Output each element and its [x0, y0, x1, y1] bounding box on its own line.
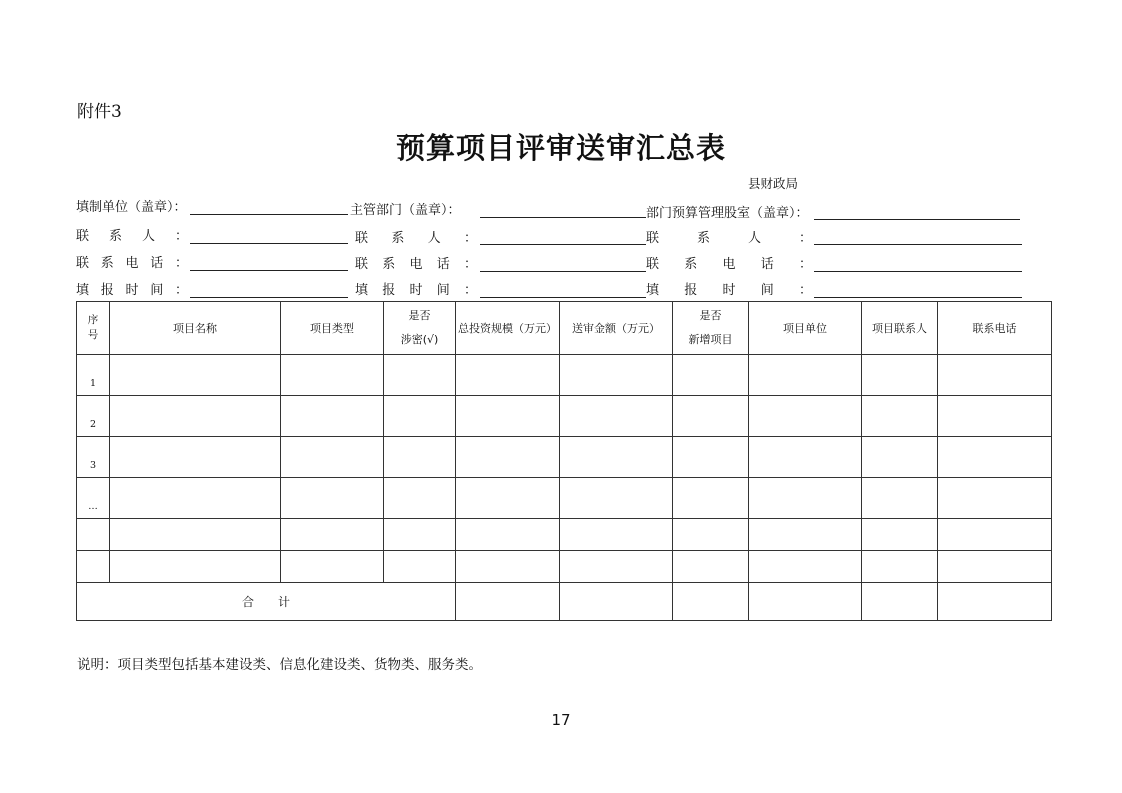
- cell-is-new[interactable]: [673, 519, 749, 551]
- cell-contact-phone[interactable]: [938, 519, 1052, 551]
- cell-submit-amount[interactable]: [560, 396, 673, 437]
- cell-is-new[interactable]: [673, 437, 749, 478]
- row-seq: [77, 519, 110, 551]
- cell-project-type[interactable]: [281, 355, 384, 396]
- table-header-row: [77, 302, 1052, 355]
- cell-submit-amount[interactable]: [560, 437, 673, 478]
- cell-project-name[interactable]: [110, 355, 281, 396]
- cell-is-new[interactable]: [673, 355, 749, 396]
- cell-project-contact[interactable]: [862, 478, 938, 519]
- cell-contact-phone[interactable]: [938, 478, 1052, 519]
- field-contact-phone-line-3[interactable]: [814, 271, 1022, 272]
- table-row: [77, 519, 1052, 551]
- field-contact-person-line-2[interactable]: [480, 244, 646, 245]
- header-is-new: 是否 新增项目: [673, 302, 749, 355]
- row-seq: …: [77, 478, 110, 519]
- cell-project-name[interactable]: [110, 519, 281, 551]
- footnote: 说明：项目类型包括基本建设类、信息化建设类、货物类、服务类。: [77, 657, 482, 673]
- cell-project-contact[interactable]: [862, 396, 938, 437]
- field-budget-office-label: 部门预算管理股室（盖章）：: [646, 206, 809, 221]
- row-seq: 1: [77, 355, 110, 396]
- field-contact-person-label-1: 联 系 人 ：: [76, 229, 188, 244]
- cell-project-unit[interactable]: [749, 355, 862, 396]
- field-contact-person-label-2: 联 系 人 ：: [355, 231, 477, 246]
- header-project-type: 项目类型: [281, 302, 384, 355]
- field-contact-phone-line-2[interactable]: [480, 271, 646, 272]
- cell-is-secret[interactable]: [384, 519, 456, 551]
- cell-project-contact[interactable]: [862, 355, 938, 396]
- field-fill-time-line-2[interactable]: [480, 297, 646, 298]
- attachment-label: 附件3: [77, 102, 122, 122]
- cell-total-investment[interactable]: [456, 519, 560, 551]
- page-title: 预算项目评审送审汇总表: [395, 131, 726, 165]
- cell-project-contact[interactable]: [862, 551, 938, 583]
- cell-submit-amount[interactable]: [560, 355, 673, 396]
- row-seq: 3: [77, 437, 110, 478]
- cell-project-name[interactable]: [110, 478, 281, 519]
- row-seq: [77, 551, 110, 583]
- total-project-contact-cell[interactable]: [862, 583, 938, 621]
- header-project-unit: 项目单位: [749, 302, 862, 355]
- table-row: [77, 437, 1052, 478]
- table-row: [77, 355, 1052, 396]
- header-project-name: 项目名称: [110, 302, 281, 355]
- cell-is-secret[interactable]: [384, 437, 456, 478]
- total-investment-cell[interactable]: [456, 583, 560, 621]
- field-contact-person-line-1[interactable]: [190, 243, 348, 244]
- header-seq: 序号: [77, 302, 110, 355]
- cell-project-type[interactable]: [281, 437, 384, 478]
- cell-is-new[interactable]: [673, 478, 749, 519]
- summary-table: [76, 301, 1052, 621]
- cell-submit-amount[interactable]: [560, 519, 673, 551]
- row-seq: 2: [77, 396, 110, 437]
- field-contact-person-label-3: 联 系 人 ：: [646, 231, 812, 246]
- cell-project-unit[interactable]: [749, 478, 862, 519]
- table-row: [77, 551, 1052, 583]
- table-total-row: [77, 583, 1052, 621]
- header-project-contact: 项目联系人: [862, 302, 938, 355]
- cell-submit-amount[interactable]: [560, 551, 673, 583]
- cell-is-secret[interactable]: [384, 551, 456, 583]
- cell-contact-phone[interactable]: [938, 396, 1052, 437]
- field-budget-office-line[interactable]: [814, 219, 1020, 220]
- page-number: 17: [551, 711, 571, 729]
- cell-total-investment[interactable]: [456, 355, 560, 396]
- header-total-investment: 总投资规模（万元）: [456, 302, 560, 355]
- cell-project-name[interactable]: [110, 551, 281, 583]
- cell-total-investment[interactable]: [456, 437, 560, 478]
- cell-is-new[interactable]: [673, 396, 749, 437]
- cell-project-type[interactable]: [281, 551, 384, 583]
- cell-contact-phone[interactable]: [938, 551, 1052, 583]
- total-label: 合 计: [77, 583, 456, 621]
- total-project-unit-cell[interactable]: [749, 583, 862, 621]
- cell-contact-phone[interactable]: [938, 355, 1052, 396]
- cell-project-unit[interactable]: [749, 519, 862, 551]
- field-fill-unit-label: 填制单位（盖章）：: [76, 200, 187, 215]
- field-fill-time-label-1: 填 报 时 间 ：: [76, 283, 188, 298]
- header-is-secret: 是否 涉密(√): [384, 302, 456, 355]
- cell-is-new[interactable]: [673, 551, 749, 583]
- cell-project-contact[interactable]: [862, 519, 938, 551]
- cell-project-name[interactable]: [110, 437, 281, 478]
- field-fill-unit-line[interactable]: [190, 214, 348, 215]
- field-fill-time-label-2: 填 报 时 间 ：: [355, 283, 477, 298]
- field-dept-line[interactable]: [480, 217, 646, 218]
- cell-contact-phone[interactable]: [938, 437, 1052, 478]
- cell-total-investment[interactable]: [456, 396, 560, 437]
- field-contact-person-line-3[interactable]: [814, 244, 1022, 245]
- header-contact-phone: 联系电话: [938, 302, 1052, 355]
- total-contact-phone-cell[interactable]: [938, 583, 1052, 621]
- cell-is-secret[interactable]: [384, 396, 456, 437]
- field-contact-phone-label-1: 联 系 电 话 ：: [76, 256, 188, 271]
- cell-is-secret[interactable]: [384, 355, 456, 396]
- issuer-label: 县财政局: [748, 176, 799, 191]
- cell-is-secret[interactable]: [384, 478, 456, 519]
- total-submit-amount-cell[interactable]: [560, 583, 673, 621]
- cell-total-investment[interactable]: [456, 551, 560, 583]
- table-row: [77, 396, 1052, 437]
- field-dept-label: 主管部门（盖章）：: [350, 203, 461, 218]
- table-row: [77, 478, 1052, 519]
- cell-project-name[interactable]: [110, 396, 281, 437]
- cell-total-investment[interactable]: [456, 478, 560, 519]
- cell-project-unit[interactable]: [749, 396, 862, 437]
- field-fill-time-line-3[interactable]: [814, 297, 1022, 298]
- cell-submit-amount[interactable]: [560, 478, 673, 519]
- field-contact-phone-line-1[interactable]: [190, 270, 348, 271]
- cell-project-contact[interactable]: [862, 437, 938, 478]
- cell-project-type[interactable]: [281, 478, 384, 519]
- field-contact-phone-label-3: 联 系 电 话 ：: [646, 257, 812, 272]
- field-fill-time-label-3: 填 报 时 间 ：: [646, 283, 812, 298]
- cell-project-unit[interactable]: [749, 551, 862, 583]
- header-submit-amount: 送审金额（万元）: [560, 302, 673, 355]
- field-contact-phone-label-2: 联 系 电 话 ：: [355, 257, 477, 272]
- cell-project-unit[interactable]: [749, 437, 862, 478]
- cell-project-type[interactable]: [281, 519, 384, 551]
- total-is-new-cell[interactable]: [673, 583, 749, 621]
- cell-project-type[interactable]: [281, 396, 384, 437]
- field-fill-time-line-1[interactable]: [190, 297, 348, 298]
